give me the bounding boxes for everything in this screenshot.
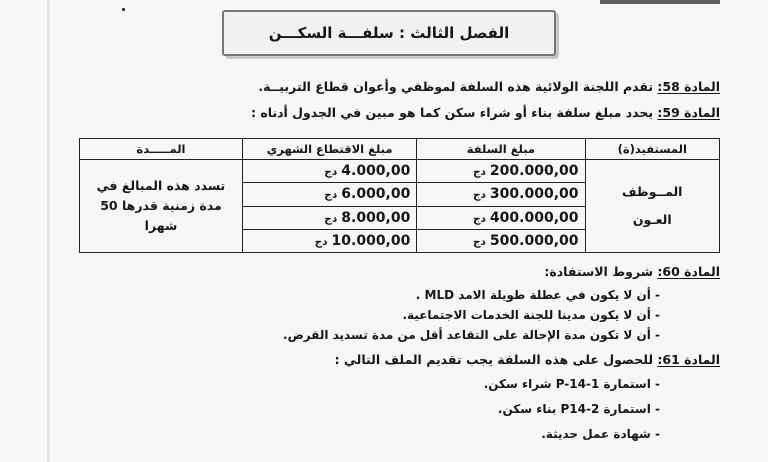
article-60 xyxy=(544,264,720,279)
deduction-value: 8.000,00 xyxy=(341,209,411,226)
deduction-cell xyxy=(242,229,416,252)
scan-artifact xyxy=(47,0,50,462)
currency-label: دج xyxy=(472,166,486,179)
table-row xyxy=(80,160,720,183)
article-59-text: يحدد مبلغ سلفة بناء أو شراء سكن كما هو مبين في الجدول أدناه : xyxy=(251,105,654,120)
currency-label: دج xyxy=(324,166,338,179)
currency-label: دج xyxy=(472,189,486,202)
article-59 xyxy=(251,105,720,120)
list-item: - استمارة P14-2 بناء سكن. xyxy=(497,402,660,416)
loan-amount-cell xyxy=(417,229,585,252)
chapter-title-text: الفصل الثالث : سلفـــة السكـــن xyxy=(268,24,510,42)
chapter-title xyxy=(222,10,556,56)
loan-table xyxy=(79,138,720,253)
header-duration: المـــــدة xyxy=(80,139,243,160)
article-58 xyxy=(258,79,720,94)
currency-label: دج xyxy=(324,189,338,202)
beneficiary-cell xyxy=(585,160,720,253)
article-60-label: المادة 60: xyxy=(657,264,720,279)
duration-cell xyxy=(80,160,243,253)
loan-amount-cell xyxy=(417,183,585,206)
list-item: - أن لا يكون مدينا للجنة الخدمات الاجتماعية. xyxy=(402,308,660,322)
article-59-label: المادة 59: xyxy=(657,105,720,120)
list-item: - شهادة عمل حديثة. xyxy=(541,427,660,441)
beneficiary-line1: المــوظف xyxy=(622,184,683,199)
deduction-cell xyxy=(242,160,416,183)
currency-label: دج xyxy=(314,235,328,248)
article-58-label: المادة 58: xyxy=(657,79,720,94)
currency-label: دج xyxy=(472,212,486,225)
scan-artifact xyxy=(122,8,125,11)
header-monthly-deduction: مبلغ الاقتطاع الشهري xyxy=(242,139,416,160)
deduction-value: 6.000,00 xyxy=(341,186,411,203)
header-loan-amount: مبلغ السلفة xyxy=(417,139,585,160)
article-61 xyxy=(335,352,720,367)
article-61-text: للحصول على هذه السلفة يجب تقديم الملف التالي : xyxy=(334,352,654,367)
loan-amount-value: 200.000,00 xyxy=(489,163,579,180)
currency-label: دج xyxy=(472,235,486,248)
article-61-label: المادة 61: xyxy=(657,352,720,367)
table-header-row xyxy=(80,139,720,160)
currency-label: دج xyxy=(324,212,338,225)
list-item: - أن لا تكون مدة الإحالة على التقاعد أقل من مدة تسديد القرض. xyxy=(283,328,660,342)
loan-amount-value: 400.000,00 xyxy=(489,209,579,226)
duration-text: تسدد هذه المبالغ في مدة زمنية قدرها 50 شهرا xyxy=(96,178,226,233)
loan-amount-value: 500.000,00 xyxy=(489,232,579,249)
loan-amount-cell xyxy=(417,160,585,183)
list-item: - أن لا يكون في عطلة طويلة الامد MLD . xyxy=(415,288,660,302)
deduction-cell xyxy=(242,206,416,229)
deduction-value: 10.000,00 xyxy=(331,232,411,249)
deduction-cell xyxy=(242,183,416,206)
beneficiary-line2: العـون xyxy=(632,212,672,227)
loan-amount-value: 300.000,00 xyxy=(489,186,579,203)
article-60-text: شروط الاستفادة: xyxy=(544,264,654,279)
list-item: - استمارة P-14-1 شراء سكن. xyxy=(483,377,660,391)
loan-amount-cell xyxy=(417,206,585,229)
scan-artifact xyxy=(600,0,720,4)
deduction-value: 4.000,00 xyxy=(341,163,411,180)
article-58-text: تقدم اللجنة الولائية هذه السلفة لموظفي وأعوان قطاع التربيــة. xyxy=(258,79,654,94)
header-beneficiary: المستفيد(ة) xyxy=(585,139,720,160)
